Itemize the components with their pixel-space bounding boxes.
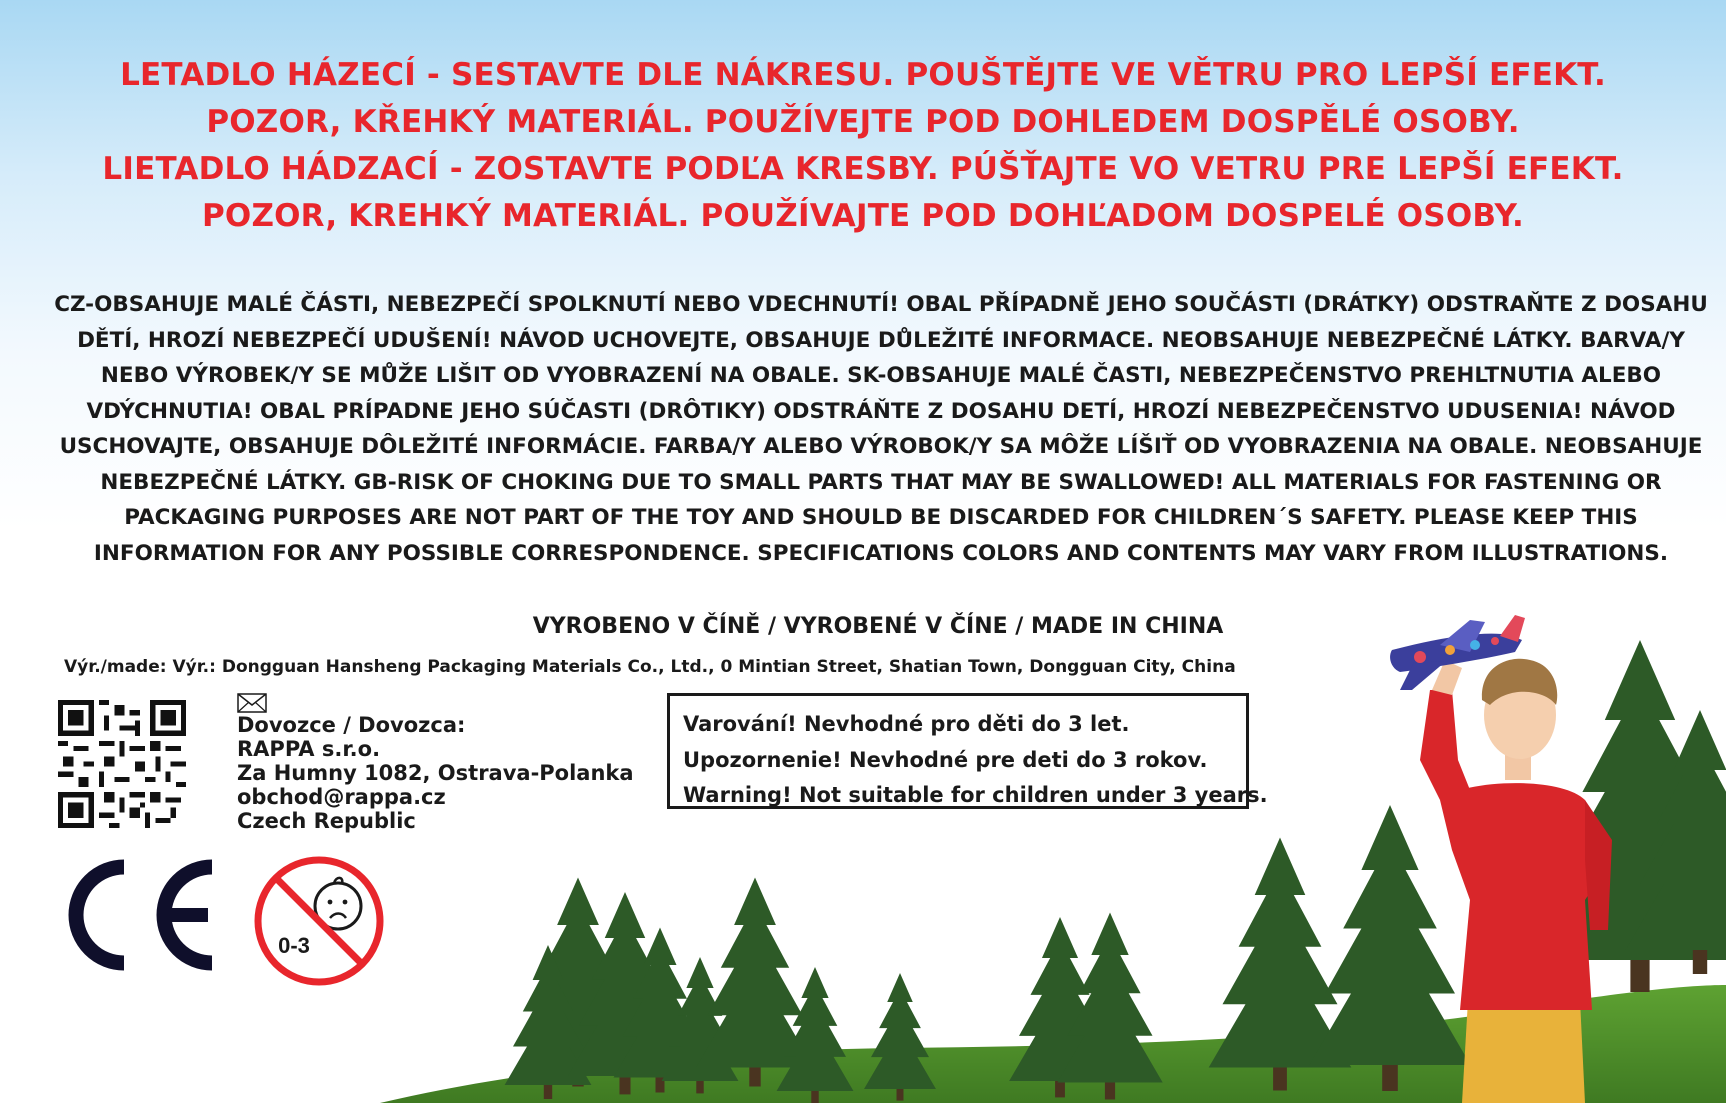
importer-info: [237, 713, 634, 833]
red-warning-line: LIETADLO HÁDZACÍ - ZOSTAVTE PODĽA KRESBY. PÚŠŤAJTE VO VETRU PRE LEPŠÍ EFEKT.: [102, 151, 1624, 187]
envelope-icon: [237, 693, 267, 713]
ce-mark-icon: [52, 855, 220, 975]
not-for-under-3-icon: [252, 854, 386, 988]
importer-company: RAPPA s.r.o.: [237, 737, 381, 761]
age-warning-line: Warning! Not suitable for children under 3 years.: [683, 783, 1268, 807]
red-warning-line: LETADLO HÁZECÍ - SESTAVTE DLE NÁKRESU. POUŠTĚJTE VE VĚTRU PRO LEPŠÍ EFEKT.: [120, 57, 1606, 93]
qr-code-icon: [58, 700, 186, 828]
age-icon-label: 0-3: [278, 933, 310, 958]
importer-address: Za Humny 1082, Ostrava-Polanka: [237, 761, 634, 785]
manufacturer-info: Výr./made: Výr.: Dongguan Hansheng Packaging Materials Co., Ltd., 0 Mintian Street, Shatian Town, Dongguan City, China: [64, 657, 1236, 677]
red-warning-line: POZOR, KREHKÝ MATERIÁL. POUŽÍVAJTE POD DOHĽADOM DOSPELÉ OSOBY.: [201, 198, 1525, 234]
importer-country: Czech Republic: [237, 809, 416, 833]
importer-heading: Dovozce / Dovozca:: [237, 713, 466, 737]
red-warning-block: [60, 52, 1666, 240]
age-warning-line: Upozornenie! Nevhodné pre deti do 3 rokov.: [683, 747, 1208, 772]
safety-text: CZ-OBSAHUJE MALÉ ČÁSTI, NEBEZPEČÍ SPOLKNUTÍ NEBO VDECHNUTÍ! OBAL PŘÍPADNĚ JEHO SOUČÁSTI (DRÁTKY) ODSTRAŇTE Z DOSAHU DĚTÍ, HROZÍ NEBEZPEČÍ UDUŠENÍ! NÁVOD UCHOVEJTE, OBSAHUJE DŮLEŽITÉ INFORMACE. NEOBSAHUJE NEBEZPEČNÉ LÁTKY. BARVA/Y NEBO VÝROBEK/Y SE MŮŽE LIŠIT OD VYOBRAZENÍ NA OBALE. SK-OBSAHUJE MALÉ ČASTI, NEBEZPEČENSTVO PREHLTNUTIA ALEBO VDÝCHNUTIA! OBAL PRÍPADNE JEHO SÚČASTI (DRÔTIKY) ODSTRÁŇTE Z DOSAHU DETÍ, HROZÍ NEBEZPEČENSTVO UDUSENIA! NÁVOD USCHOVAJTE, OBSAHUJE DÔLEŽITÉ INFORMÁCIE. FARBA/Y ALEBO VÝROBOK/Y SA MÔŽE LÍŠIŤ OD VYOBRAZENIA NA OBALE. NEOBSAHUJE NEBEZPEČNÉ LÁTKY. GB-RISK OF CHOKING DUE TO SMALL PARTS THAT MAY BE SWALLOWED! ALL MATERIALS FOR FASTENING OR PACKAGING PURPOSES ARE NOT PART OF THE TOY AND SHOULD BE DISCARDED FOR CHILDREN´S SAFETY. PLEASE KEEP THIS INFORMATION FOR ANY POSSIBLE CORRESPONDENCE. SPECIFICATIONS COLORS AND CONTENTS MAY VARY FROM ILLUSTRATIONS.: [54, 292, 1708, 566]
age-warning-box: [667, 693, 1268, 809]
made-in-label: VYROBENO V ČÍNĚ / VYROBENÉ V ČÍNE / MADE IN CHINA: [532, 614, 1224, 639]
red-warning-line: POZOR, KŘEHKÝ MATERIÁL. POUŽÍVEJTE POD DOHLEDEM DOSPĚLÉ OSOBY.: [206, 104, 1520, 140]
importer-email: obchod@rappa.cz: [237, 785, 446, 809]
age-warning-line: Varování! Nevhodné pro děti do 3 let.: [683, 712, 1130, 736]
